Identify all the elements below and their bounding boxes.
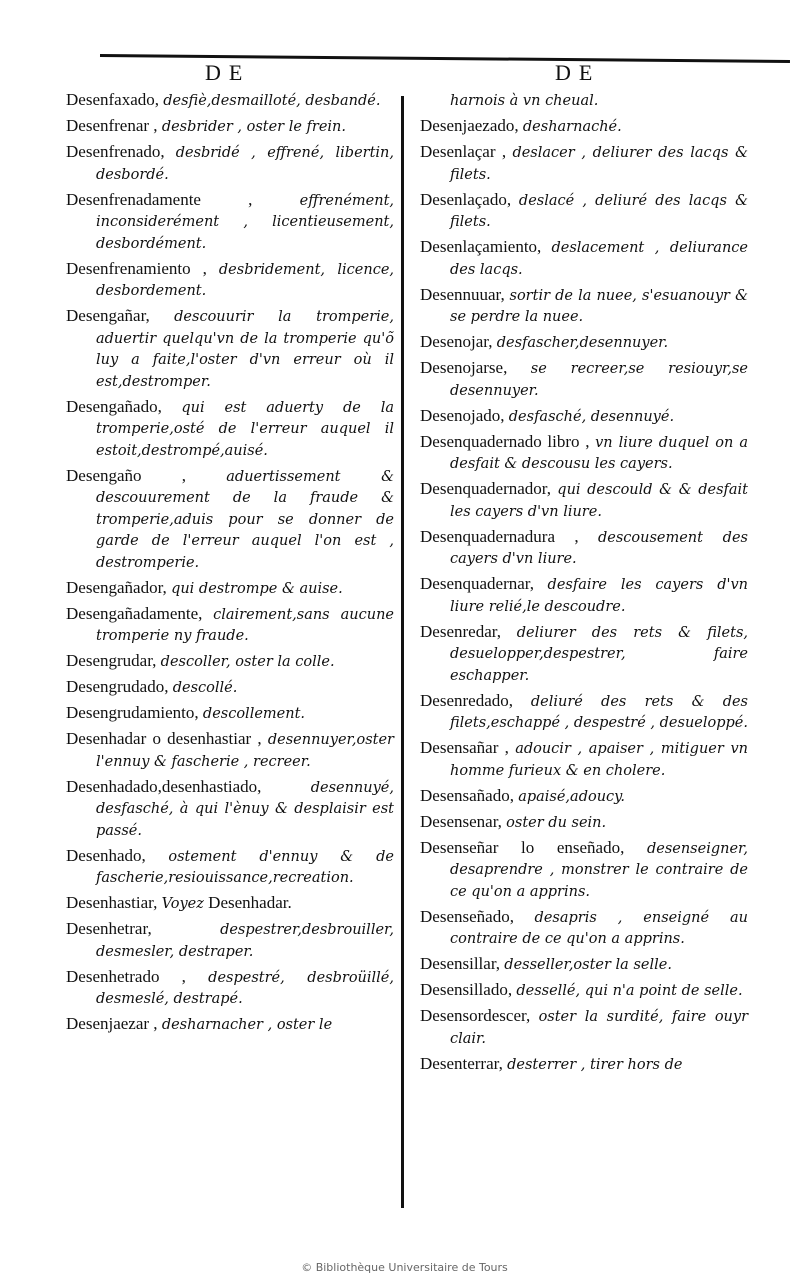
entry-headword: Desenhado, xyxy=(66,845,146,865)
entry-definition: desharnaché. xyxy=(522,119,622,135)
entry-definition: desennuyer,oster l'ennuy & fascherie , recreer. xyxy=(96,732,394,770)
running-head-right: DE xyxy=(555,60,601,85)
dictionary-entry xyxy=(66,967,394,1010)
entry-headword: Desenredado, xyxy=(420,690,513,710)
dictionary-entry xyxy=(66,397,394,462)
dictionary-entry xyxy=(66,846,394,889)
entry-headword: Desengañadamente, xyxy=(66,603,203,623)
dictionary-entry xyxy=(420,332,748,354)
dictionary-entry xyxy=(420,954,748,976)
dictionary-entry xyxy=(66,116,394,138)
entry-headword: Desengaño , xyxy=(66,465,187,485)
dictionary-entry xyxy=(420,237,748,280)
entry-definition: deslacé , deliuré des lacqs & filets. xyxy=(450,192,748,230)
entry-definition: deliuré des rets & des filets,eschappé , despestré , desueloppé. xyxy=(450,693,748,731)
dictionary-entry xyxy=(420,1054,748,1076)
entry-definition: Voyez xyxy=(161,896,204,912)
dictionary-entry xyxy=(66,578,394,600)
entry-headword: Desenojar, xyxy=(420,332,493,351)
dictionary-entry xyxy=(420,479,748,522)
entry-headword: Desenjaezar , xyxy=(66,1014,158,1033)
dictionary-entry xyxy=(66,919,394,962)
entry-definition: sortir de la nuee, s'esuanouyr & se perdre la nuee. xyxy=(450,287,748,325)
entry-definition: qui est aduerty de la tromperie,osté de l'erreur auquel il estoit,destrompé,auisé. xyxy=(96,399,394,459)
entry-headword: Desennuuar, xyxy=(420,284,505,304)
dictionary-entry xyxy=(420,738,748,781)
dictionary-entry xyxy=(66,777,394,842)
dictionary-entry xyxy=(420,838,748,903)
dictionary-entry xyxy=(66,703,394,725)
entry-definition: despestré, desbroüillé, desmeslé, destrapé. xyxy=(96,969,395,1007)
entry-definition: qui destrompe & auise. xyxy=(171,580,343,597)
entry-headword: Desenlaçar , xyxy=(420,142,507,161)
dictionary-entry xyxy=(420,786,748,808)
dictionary-entry xyxy=(66,190,394,255)
dictionary-entry xyxy=(420,358,748,401)
entry-headword: Desenquadernar, xyxy=(420,574,535,593)
entry-definition: effrenément, inconsiderément , licentieusement, desbordément. xyxy=(96,192,395,252)
entry-definition: desfaire les cayers d'vn liure relié,le descoudre. xyxy=(450,577,748,615)
entry-definition: vn liure duquel on a desfait & descousu les cayers. xyxy=(450,434,748,472)
dictionary-entry xyxy=(66,466,394,574)
entry-headword: Desenseñar lo enseñado, xyxy=(420,837,625,857)
entry-headword: Desengrudar, xyxy=(66,651,157,670)
dictionary-entry xyxy=(420,812,748,834)
left-column xyxy=(66,90,394,1040)
entry-definition: qui descould & & desfait les cayers d'vn liure. xyxy=(450,482,749,520)
dictionary-entry xyxy=(66,1014,394,1036)
entry-definition: descollé. xyxy=(172,680,238,696)
dictionary-entry xyxy=(420,190,748,233)
entry-headword: Desenhadar o desenhastiar , xyxy=(66,729,262,748)
column-divider xyxy=(401,96,404,1208)
entry-headword: Desenhetrado , xyxy=(66,966,186,986)
right-column xyxy=(420,90,748,1080)
entry-headword: Desenjaezado, xyxy=(420,116,519,135)
entry-headword: Desenquadernadura , xyxy=(420,526,579,546)
entry-definition: descoller, oster la colle. xyxy=(160,654,335,670)
entry-headword: Desenterrar, xyxy=(420,1053,503,1073)
dictionary-entry xyxy=(420,527,748,570)
dictionary-entry xyxy=(420,1006,748,1049)
entry-definition: desfasché, desennuyé. xyxy=(508,408,675,425)
entry-definition: descollement. xyxy=(202,706,306,722)
library-credit: © Bibliothèque Universitaire de Tours xyxy=(301,1261,508,1274)
entry-definition: desfiè,desmailloté, desbandé. xyxy=(163,93,381,109)
dictionary-entry xyxy=(420,406,748,428)
entry-definition: ostement d'ennuy & de fascherie,resiouissance,recreation. xyxy=(96,848,394,886)
entry-definition: deslacer , deliurer des lacqs & filets. xyxy=(450,145,748,183)
entry-headword: Desenojado, xyxy=(420,405,505,425)
entry-headword: Desenojarse, xyxy=(420,358,508,377)
entry-headword: Desensenar, xyxy=(420,811,502,831)
entry-headword: Desensillado, xyxy=(420,980,513,999)
entry-headword: Desenseñado, xyxy=(420,906,514,926)
entry-definition: desbridement, licence, desbordement. xyxy=(96,261,395,299)
entry-definition: clairement,sans aucune tromperie ny fraude. xyxy=(96,606,395,644)
entry-definition: aduertissement & descouurement de la fraude & tromperie,aduis pour se donner de garde de l'erreur auquel l'on est , destromperie. xyxy=(96,468,394,571)
dictionary-entry xyxy=(66,651,394,673)
dictionary-entry xyxy=(66,306,394,392)
entry-continuation: harnois à vn cheual. xyxy=(450,93,599,109)
dictionary-entry xyxy=(66,90,394,112)
dictionary-entry xyxy=(420,622,748,687)
entry-definition: desbridé , effrené, libertin, desbordé. xyxy=(96,145,394,183)
dictionary-entry xyxy=(66,142,394,185)
dictionary-entry xyxy=(420,907,748,950)
header-rule xyxy=(100,54,790,63)
entry-definition: oster la surdité, faire ouyr clair. xyxy=(450,1009,749,1047)
entry-headword: Desenhastiar, xyxy=(66,893,158,912)
dictionary-entry xyxy=(420,90,748,112)
running-head-left: DE xyxy=(205,60,251,85)
entry-headword: Desensillar, xyxy=(420,954,501,973)
entry-definition: descousement des cayers d'vn liure. xyxy=(450,529,748,567)
entry-headword: Desenfrenar , xyxy=(66,116,158,135)
entry-headword: Desengañar, xyxy=(66,306,150,325)
dictionary-entry xyxy=(420,980,748,1002)
entry-headword: Desensañado, xyxy=(420,785,514,805)
entry-definition: desennuyé, desfasché, à qui l'ènuy & desplaisir est passé. xyxy=(96,779,394,839)
entry-headword: Desenfrenadamente , xyxy=(66,189,253,209)
entry-definition: oster du sein. xyxy=(506,814,607,831)
dictionary-entry xyxy=(420,432,748,475)
entry-headword: Desenfrenamiento , xyxy=(66,258,207,278)
entry-definition: adoucir , apaiser , mitiguer vn homme furieux & en cholere. xyxy=(450,741,748,779)
dictionary-entry xyxy=(66,729,394,772)
entry-definition: desharnacher , oster le xyxy=(161,1017,333,1033)
entry-headword: Desenquadernado libro , xyxy=(420,431,590,451)
entry-headword: Desenlaçado, xyxy=(420,189,512,209)
dictionary-entry xyxy=(66,677,394,699)
entry-definition: deslacement , deliurance des lacqs. xyxy=(450,240,748,278)
dictionary-entry xyxy=(420,574,748,617)
entry-headword: Desengañado, xyxy=(66,396,162,416)
entry-definition: desbrider , oster le frein. xyxy=(161,119,347,135)
entry-definition: desapris , enseigné au contraire de ce qu'on a apprins. xyxy=(450,909,748,947)
entry-definition: desseller,oster la selle. xyxy=(504,957,672,973)
dictionary-entry xyxy=(420,142,748,185)
entry-headword: Desensordescer, xyxy=(420,1006,531,1025)
entry-headword: Desenhetrar, xyxy=(66,919,152,938)
entry-headword: Desenfaxado, xyxy=(66,90,159,109)
dictionary-entry xyxy=(66,893,394,915)
entry-definition: desfascher,desennuyer. xyxy=(496,335,669,351)
dictionary-entry xyxy=(66,604,394,647)
entry-headword: Desenquadernador, xyxy=(420,479,552,498)
entry-definition: dessellé, qui n'a point de selle. xyxy=(516,983,743,999)
entry-headword: Desengrudamiento, xyxy=(66,703,199,722)
dictionary-entry xyxy=(420,285,748,328)
entry-headword: Desenfrenado, xyxy=(66,142,165,161)
entry-definition: descouurir la tromperie, aduertir quelqu'vn de la tromperie qu'õ luy a faite,l'oster d'vn erreur où il est,destromper. xyxy=(96,309,394,390)
entry-definition: deliurer des rets & filets, desuelopper,despestrer, faire eschapper. xyxy=(450,624,748,684)
entry-headword: Desengrudado, xyxy=(66,677,169,696)
entry-definition: despestrer,desbrouiller, desmesler, destraper. xyxy=(96,922,394,960)
entry-definition: desenseigner, desaprendre , monstrer le contraire de ce qu'on a apprins. xyxy=(450,840,748,900)
entry-definition: se recreer,se resiouyr,se desennuyer. xyxy=(450,361,748,399)
entry-headword: Desenredar, xyxy=(420,621,501,641)
entry-headword: Desenlaçamiento, xyxy=(420,237,542,256)
entry-headword: Desengañador, xyxy=(66,577,167,597)
entry-definition: desterrer , tirer hors de xyxy=(507,1056,683,1073)
dictionary-entry xyxy=(420,116,748,138)
entry-headword: Desenhadado,desenhastiado, xyxy=(66,776,262,796)
dictionary-entry xyxy=(66,259,394,302)
entry-cross-reference: Desenhadar. xyxy=(208,893,292,912)
dictionary-entry xyxy=(420,691,748,734)
entry-headword: Desensañar , xyxy=(420,738,509,757)
entry-definition: apaisé,adoucy. xyxy=(518,788,626,805)
